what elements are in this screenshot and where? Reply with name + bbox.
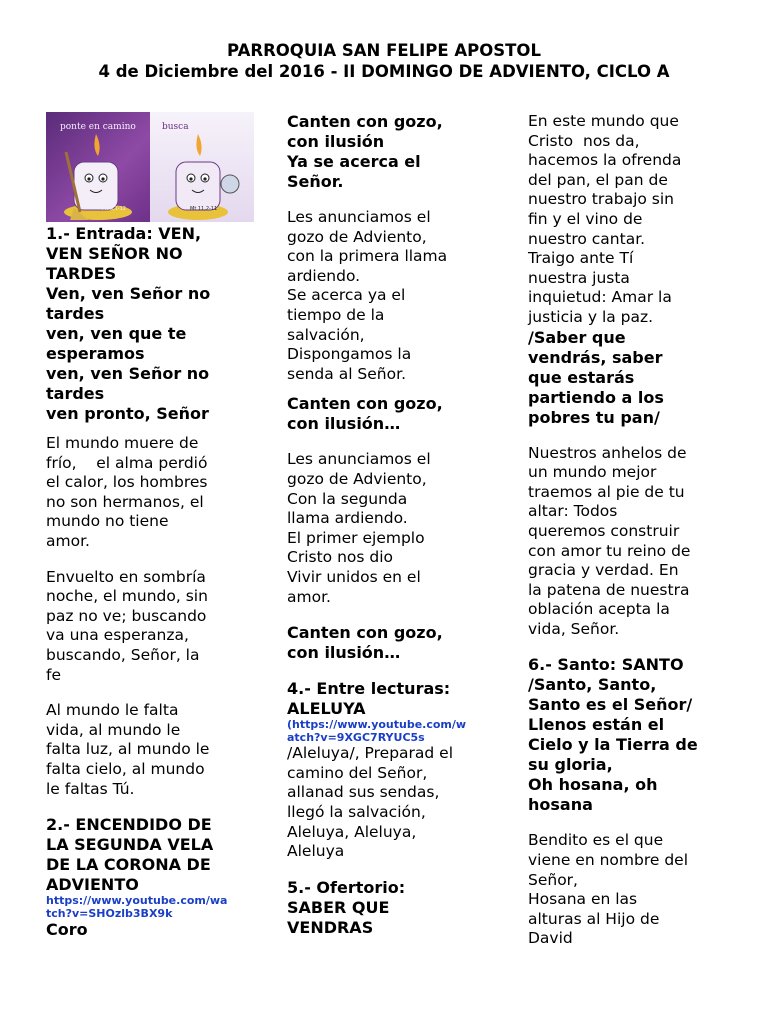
aleluya-text (287, 744, 492, 862)
text-line: Santo es el Señor/ (528, 695, 693, 715)
link-line[interactable]: atch?v=9XGC7RYUC5s (287, 730, 425, 744)
text-line: va una esperanza, (46, 626, 189, 645)
encendido-youtube-link[interactable] (46, 895, 256, 920)
text-line: Señor. (287, 172, 344, 191)
text-line: camino del Señor, (287, 763, 428, 782)
text-line: VENDRAS (287, 917, 374, 937)
text-line: del pan, el pan de (528, 170, 668, 189)
ofertorio-verse-1 (528, 112, 728, 328)
text-line: con ilusión… (287, 414, 401, 434)
text-line: ALELUYA (287, 699, 366, 719)
entrada-stanza-3 (46, 701, 256, 799)
text-line: esperamos (46, 344, 145, 363)
text-line: con la primera llama (287, 247, 448, 266)
ofertorio-verse-2 (528, 444, 728, 640)
text-line: hacemos la ofrenda (528, 151, 682, 170)
text-line: Aleluya, Aleluya, (287, 822, 417, 841)
text-line: /Santo, Santo, (528, 675, 657, 695)
text-line: Ya se acerca el (287, 152, 421, 171)
encendido-heading (46, 815, 256, 895)
text-line: 4.- Entre lecturas: (287, 679, 451, 699)
text-line: Nuestros anhelos de (528, 443, 687, 462)
text-line: Aleluya (287, 842, 345, 861)
text-line: con ilusión (287, 132, 385, 151)
entrada-heading (46, 224, 256, 284)
text-line: Oh hosana, oh (528, 775, 658, 795)
text-line: gracia y verdad. En (528, 561, 679, 580)
text-line: SABER QUE (287, 897, 390, 917)
date-subtitle: 4 de Diciembre del 2016 - II DOMINGO DE ADVIENTO, CICLO A (98, 62, 670, 81)
text-line: Cielo y la Tierra de (528, 735, 698, 755)
banner-left-fine: Mt 3,1-12 (102, 206, 126, 213)
text-line: Señor, (528, 870, 578, 889)
text-line: fe (46, 665, 61, 684)
banner-right-fine: Mt 11,2-11 (190, 206, 218, 213)
text-line: En este mundo que (528, 112, 679, 130)
text-line: amor. (287, 587, 331, 606)
text-line: su gloria, (528, 755, 613, 775)
text-line: noche, el mundo, sin (46, 587, 208, 606)
text-line: 5.- Ofertorio: (287, 877, 406, 897)
lecturas-heading (287, 679, 492, 719)
text-line: llama ardiendo. (287, 509, 408, 528)
text-line: nuestro cantar. (528, 229, 646, 248)
text-line: frío, el alma perdió (46, 453, 208, 472)
text-line: hosana (528, 795, 593, 815)
text-line: nuestro trabajo sin (528, 190, 674, 209)
text-line: David (528, 929, 573, 948)
link-line[interactable]: https://www.youtube.com/wa (46, 894, 228, 908)
text-line: /Aleluya/, Preparad el (287, 744, 454, 763)
text-line: tiempo de la (287, 305, 385, 324)
text-line: el calor, los hombres (46, 473, 208, 492)
text-line: alturas al Hijo de (528, 909, 660, 928)
text-line: LA SEGUNDA VELA (46, 835, 214, 855)
text-line: El mundo muere de (46, 434, 199, 452)
banner-right-label: busca (162, 122, 189, 132)
text-line: Con la segunda (287, 489, 408, 508)
text-line: nuestra justa (528, 268, 630, 287)
text-line: llegó la salvación, (287, 803, 426, 822)
text-line: tardes (46, 304, 105, 323)
text-line: ven, ven Señor no (46, 364, 210, 383)
entrada-chorus (46, 284, 256, 424)
text-line: ven pronto, Señor (46, 404, 209, 423)
text-line: ven, ven que te (46, 324, 187, 343)
text-line: Canten con gozo, (287, 112, 443, 131)
text-line: Cristo nos dio (287, 548, 394, 567)
text-line: Al mundo le falta (46, 701, 179, 720)
text-line: oblación acepta la (528, 600, 670, 619)
text-line: partiendo a los (528, 387, 664, 407)
text-line: allanad sus sendas, (287, 783, 440, 802)
text-line: que estarás (528, 367, 635, 387)
text-line: no son hermanos, el (46, 492, 204, 511)
ofertorio-heading (287, 878, 492, 938)
text-line: viene en nombre del (528, 851, 689, 870)
banner-right-panel (150, 112, 254, 222)
text-line: amor. (46, 531, 90, 550)
text-line: le faltas Tú. (46, 779, 135, 798)
text-line: con amor tu reino de (528, 541, 691, 560)
text-line: Vivir unidos en el (287, 567, 421, 586)
text-line: la patena de nuestra (528, 580, 690, 599)
text-line: VEN SEÑOR NO (46, 244, 183, 263)
column-3 (528, 112, 728, 949)
text-line: fin y el vino de (528, 209, 643, 228)
parish-title: PARROQUIA SAN FELIPE APOSTOL (227, 41, 541, 60)
text-line: Canten con gozo, (287, 394, 443, 414)
text-line: tardes (46, 384, 105, 403)
text-line: vida, Señor. (528, 619, 620, 638)
text-line: pobres tu pan/ (528, 407, 660, 427)
text-line: buscando, Señor, la (46, 645, 200, 664)
text-line: Bendito es el que (528, 831, 664, 850)
text-line: un mundo mejor (528, 463, 657, 482)
encendido-chorus-short-2 (287, 623, 492, 663)
text-line: /Saber que (528, 327, 626, 347)
text-line: vendrás, saber (528, 347, 663, 367)
banner-left-label: ponte en camino (60, 122, 136, 132)
text-line: Les anunciamos el (287, 208, 431, 226)
text-line: ADVIENTO (46, 875, 139, 895)
text-line: Canten con gozo, (287, 623, 443, 643)
text-line: Hosana en las (528, 890, 638, 909)
text-line: 6.- Santo: SANTO (528, 655, 684, 675)
text-line: El primer ejemplo (287, 528, 425, 547)
text-line: gozo de Adviento, (287, 227, 427, 246)
text-line: 2.- ENCENDIDO DE (46, 815, 212, 835)
text-line: Traigo ante Tí (528, 249, 634, 268)
text-line: Les anunciamos el (287, 450, 431, 469)
entrada-stanza-1 (46, 434, 256, 552)
text-line: justicia y la paz. (528, 307, 654, 326)
lecturas-youtube-link[interactable] (287, 719, 492, 744)
text-line: Envuelto en sombría (46, 567, 206, 586)
column-2 (287, 112, 492, 938)
text-line: queremos construir (528, 521, 680, 540)
text-line: paz no ve; buscando (46, 606, 207, 625)
coro-label: Coro (46, 920, 88, 940)
text-line: Se acerca ya el (287, 286, 406, 305)
link-line[interactable]: (https://www.youtube.com/w (287, 718, 467, 732)
text-line: mundo no tiene (46, 512, 169, 531)
encendido-verse-1 (287, 208, 492, 384)
text-line: 1.- Entrada: VEN, (46, 224, 202, 243)
text-line: ardiendo. (287, 266, 361, 285)
ofertorio-chorus (528, 328, 728, 428)
text-line: Ven, ven Señor no (46, 284, 211, 303)
text-line: gozo de Adviento, (287, 469, 427, 488)
text-line: altar: Todos (528, 502, 618, 521)
column-1 (46, 112, 256, 940)
text-line: Dispongamos la (287, 345, 412, 364)
text-line: traemos al pie de tu (528, 482, 685, 501)
encendido-chorus-short-1 (287, 394, 492, 434)
text-line: senda al Señor. (287, 364, 406, 383)
bendito-text (528, 831, 728, 949)
page-header (0, 40, 768, 82)
text-line: DE LA CORONA DE (46, 855, 211, 875)
link-line[interactable]: tch?v=SHOzlb3BX9k (46, 906, 173, 920)
advent-candles-image (46, 112, 254, 222)
text-line: falta luz, al mundo le (46, 740, 210, 759)
text-line: Llenos están el (528, 715, 665, 735)
entrada-stanza-2 (46, 568, 256, 686)
text-line: TARDES (46, 264, 117, 283)
text-line: Cristo nos da, (528, 131, 640, 150)
text-line: inquietud: Amar la (528, 288, 672, 307)
text-line: falta cielo, al mundo (46, 759, 205, 778)
santo-heading (528, 655, 728, 815)
text-line: con ilusión… (287, 643, 401, 663)
text-line: salvación, (287, 325, 365, 344)
encendido-verse-2 (287, 450, 492, 607)
text-line: vida, al mundo le (46, 720, 181, 739)
encendido-chorus (287, 112, 492, 192)
